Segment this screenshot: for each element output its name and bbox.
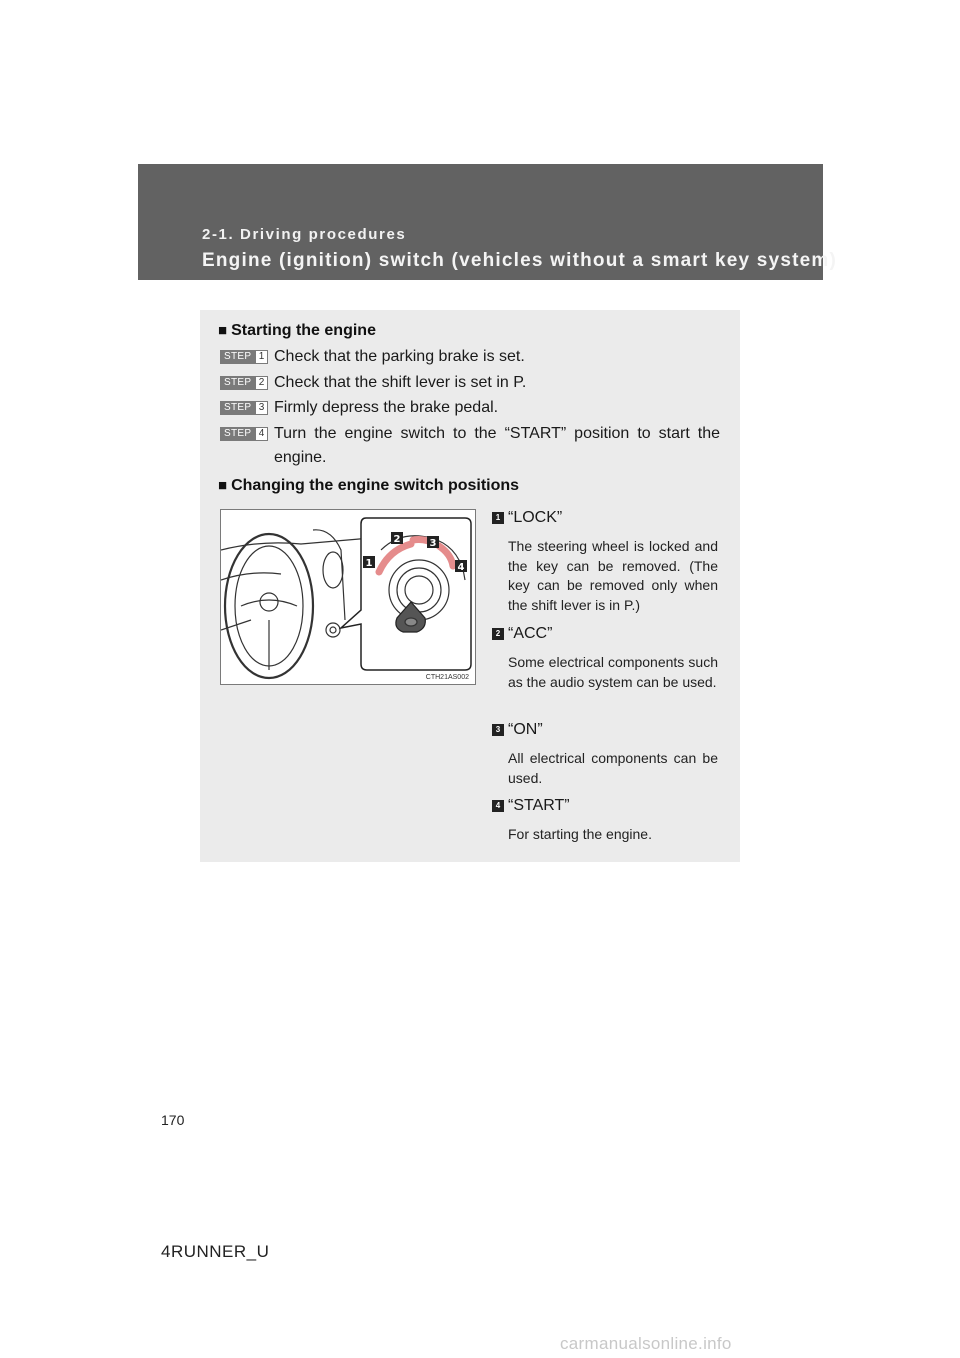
position-on (492, 721, 718, 788)
positions-heading-text: Changing the engine switch positions (231, 477, 520, 494)
square-bullet-icon: ■ (218, 322, 228, 339)
ignition-switch-illustration (220, 509, 476, 685)
figure-marker-2: 2 (393, 534, 401, 545)
starting-heading-text: Starting the engine (231, 322, 376, 339)
step-badge: STEP 2 (220, 376, 268, 390)
position-acc (492, 625, 718, 692)
header-band (138, 164, 838, 280)
step-text: Turn the engine switch to the “START” position to start the engine. (274, 425, 720, 466)
number-marker-icon: 1 (492, 512, 504, 524)
section-label: 2-1. Driving procedures (202, 226, 407, 243)
position-lock (492, 509, 718, 615)
step-badge: STEP 1 (220, 350, 268, 364)
step-text: Firmly depress the brake pedal. (274, 399, 499, 416)
page-number: 170 (161, 1112, 185, 1128)
position-start (492, 797, 718, 845)
position-name: “ACC” (508, 625, 553, 642)
footer-code: 4RUNNER_U (161, 1242, 270, 1261)
step-text: Check that the shift lever is set in P. (274, 374, 527, 391)
position-name: “LOCK” (508, 509, 563, 526)
number-marker-icon: 4 (492, 800, 504, 812)
position-description: The steering wheel is locked and the key can be removed. (The key can be removed only when the shift lever is in P.) (508, 538, 718, 613)
positions-heading (218, 477, 519, 495)
page-title: Engine (ignition) switch (vehicles without a smart key system) (202, 250, 838, 271)
position-name: “ON” (508, 721, 543, 738)
figure-marker-4: 4 (457, 562, 465, 573)
step-badge: STEP 4 (220, 427, 268, 441)
step-1 (220, 345, 720, 369)
figure-code: CTH21AS002 (425, 674, 469, 681)
figure-marker-1: 1 (365, 558, 373, 569)
position-description: For starting the engine. (508, 826, 652, 842)
number-marker-icon: 3 (492, 724, 504, 736)
number-marker-icon: 2 (492, 628, 504, 640)
watermark: carmanualsonline.info (560, 1334, 732, 1353)
step-4 (220, 422, 720, 470)
position-description: Some electrical components such as the audio system can be used. (508, 654, 718, 690)
starting-heading (218, 322, 376, 340)
step-badge: STEP 3 (220, 401, 268, 415)
step-2 (220, 371, 720, 395)
steering-wheel-illustration (221, 510, 475, 684)
position-description: All electrical components can be used. (508, 750, 718, 786)
content-box (200, 310, 740, 862)
step-text: Check that the parking brake is set. (274, 348, 525, 365)
figure-marker-3: 3 (429, 538, 437, 549)
step-3 (220, 396, 720, 420)
square-bullet-icon: ■ (218, 477, 228, 494)
position-name: “START” (508, 797, 570, 814)
